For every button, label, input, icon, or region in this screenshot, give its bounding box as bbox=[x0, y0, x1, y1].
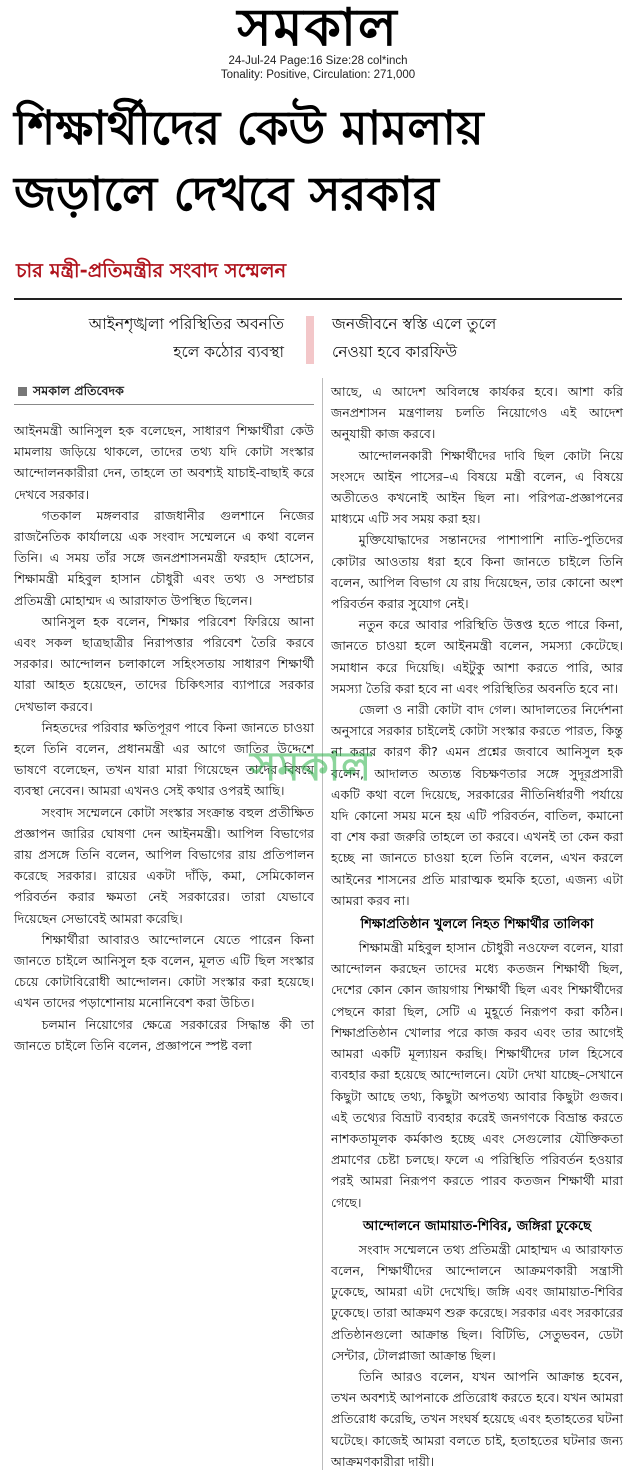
column-divider bbox=[322, 378, 323, 1470]
headline-line2: জড়ালে দেখবে সরকার bbox=[14, 167, 439, 222]
pull-quote-right-line2: নেওয়া হবে কারফিউ bbox=[332, 343, 458, 361]
article-paragraph: আছে, এ আদেশ অবিলম্বে কার্যকর হবে। আশা করি জনপ্রশাসন মন্ত্রণালয় চলতি নিয়োগেও এই আদেশ অনুযায়ী কাজ করবে। bbox=[331, 384, 623, 442]
pull-quote-accent-bar bbox=[306, 316, 314, 364]
subheadline: চার মন্ত্রী-প্রতিমন্ত্রীর সংবাদ সম্মেলন bbox=[16, 259, 287, 282]
pull-quote-left bbox=[22, 310, 284, 366]
article-column-right bbox=[331, 381, 623, 1472]
byline-rule bbox=[14, 404, 314, 405]
article-paragraph: মুক্তিযোদ্ধাদের সন্তানদের পাশাপাশি নাতি-পুতিদের কোটার আওতায় ধরা হবে কিনা জানতে চাইলে তিনি বলেন, আপিল বিভাগ যে রায় দিয়েছেন, তার কোনো অংশ পরিবর্তন করার সুযোগ নেই। bbox=[331, 532, 623, 612]
article-paragraph: তিনি আরও বলেন, যখন আপনি আক্রান্ত হবেন, তখন অবশ্যই আপনাকে প্রতিরোধ করতে হবে। যখন আমরা প্রতিরোধ করেছি, তখন সংঘর্ষ হয়েছে এবং হতাহতের ঘটনা ঘটেছে। কাজেই আমরা বলতে চাই, হতাহতের ঘটনার জন্য আক্রমণকারীরা দায়ী। bbox=[331, 1368, 623, 1469]
headline bbox=[14, 96, 624, 228]
article-paragraph: আনিসুল হক বলেন, শিক্ষার পরিবেশ ফিরিয়ে আনা এবং সকল ছাত্রছাত্রীর নিরাপত্তার পরিবেশ তৈরি করবে সরকার। আন্দোলন চলাকালে সহিংসতায় সাধারণ শিক্ষার্থী যারা আহত হয়েছেন, তাদের চিকিৎসার ব্যাপারে সরকার দেখভাল করবে। bbox=[14, 613, 314, 714]
pull-quote-right bbox=[332, 310, 612, 366]
article-paragraph: আন্দোলনকারী শিক্ষার্থীদের দাবি ছিল কোটা নিয়ে সংসদে আইন পাসের–এ বিষয়ে মন্ত্রী বলেন, এ বিষয়ে অতীতেও কখনোই আইন ছিল না। পরিপত্র-প্রজ্ঞাপনের মাধ্যমে এটি সব সময় করা হয়। bbox=[331, 447, 623, 527]
clip-meta-line1: 24-Jul-24 Page:16 Size:28 col*inch bbox=[228, 55, 408, 67]
pull-quote-left-line2: হলে কঠোর ব্যবস্থা bbox=[173, 343, 284, 361]
watermark-logo: সমকাল bbox=[250, 744, 373, 790]
clip-meta-line2: Tonality: Positive, Circulation: 271,000 bbox=[220, 69, 416, 81]
newspaper-logo: সমকাল bbox=[237, 0, 399, 58]
article-paragraph: চলমান নিয়োগের ক্ষেত্রে সরকারের সিদ্ধান্ত কী তা জানতে চাইলে তিনি বলেন, প্রজ্ঞাপনে স্পষ্ট বলা bbox=[14, 1016, 314, 1053]
masthead bbox=[0, 0, 636, 82]
article-paragraph: জেলা ও নারী কোটা বাদ গেল। আদালতের নির্দেশনা অনুসারে সরকার চাইলেই কোটা সংস্কার করতে পারত, কিন্তু না করার কারণ কী? এমন প্রশ্নের জবাবে আনিসুল হক বলেন, আদালত অত্যন্ত বিচক্ষণতার সঙ্গে সুদূরপ্রসারী একটি কথা বলে দিয়েছে, সরকারের নীতিনির্ধারণী পর্যায়ে যদি কোনো সময় মনে হয় এটি পরিবর্তন, বাতিল, কমানো বা শেষ করা জরুরি তাহলে তা করবে। এখনই তা কেন করা হচ্ছে না জানতে চাওয়া হলে তিনি বলেন, এখন করলে আইনের শাসনের প্রতি মারাত্মক হুমকি হতো, এজন্য এটা আমরা করব না। bbox=[331, 702, 623, 908]
headline-line1: শিক্ষার্থীদের কেউ মামলায় bbox=[14, 101, 484, 156]
article-paragraph: শিক্ষার্থীরা আবারও আন্দোলনে যেতে পারেন কিনা জানতে চাইলে আনিসুল হক বলেন, মূলত এটি ছিল সংস্কার চেয়ে কোটাবিরোধী আন্দোলন। কোটা সংস্কার করা হয়েছে। এখন তাদের পড়াশোনায় মনোনিবেশ করা উচিত। bbox=[14, 931, 314, 1011]
pull-quote-left-line1: আইনশৃঙ্খলা পরিস্থিতির অবনতি bbox=[88, 315, 284, 333]
headline-rule bbox=[14, 298, 622, 300]
section-heading: আন্দোলনে জামায়াত-শিবির, জঙ্গিরা ঢুকেছে bbox=[363, 1218, 591, 1234]
section-heading: শিক্ষাপ্রতিষ্ঠান খুললে নিহত শিক্ষার্থীর তালিকা bbox=[360, 917, 594, 933]
article-paragraph: গতকাল মঙ্গলবার রাজধানীর গুলশানে নিজের রাজনৈতিক কার্যালয়ে এক সংবাদ সম্মেলনে এ কথা বলেন তিনি। এ সময় তাঁর সঙ্গে জনপ্রশাসনমন্ত্রী ফরহাদ হোসেন, শিক্ষামন্ত্রী মহিবুল হাসান চৌধুরী এবং তথ্য ও সম্প্রচার প্রতিমন্ত্রী মোহাম্মদ এ আরাফাত উপস্থিত ছিলেন। bbox=[14, 507, 314, 608]
article-paragraph: নিহতদের পরিবার ক্ষতিপূরণ পাবে কিনা জানতে চাওয়া হলে তিনি বলেন, প্রধানমন্ত্রী এর আগে জাতির উদ্দেশে ভাষণে বলেছেন, তখন যারা মারা গিয়েছেন তাদের বিষয়ে ব্যবস্থা নেবেন। আমরা এখনও সেই কথার ওপরই আছি। bbox=[14, 719, 314, 799]
article-paragraph: সংবাদ সম্মেলনে তথ্য প্রতিমন্ত্রী মোহাম্মদ এ আরাফাত বলেন, শিক্ষার্থীদের আন্দোলনে আক্রমণকারী সন্ত্রাসী ঢুকেছে, আমরা এটা দেখেছি। জঙ্গি এবং জামায়াত-শিবির ঢুকেছে। তারা আক্রমণ শুরু করেছে। সরকার এবং সরকারের প্রতিষ্ঠানগুলো আক্রান্ত ছিল। বিটিভি, সেতুভবন, ডেটা সেন্টার, টোলপ্লাজা আক্রান্ত ছিল। bbox=[331, 1241, 623, 1363]
byline-text: সমকাল প্রতিবেদক bbox=[33, 383, 124, 398]
byline bbox=[18, 383, 124, 403]
article-paragraph: নতুন করে আবার পরিস্থিতি উত্তপ্ত হতে পারে কিনা, জানতে চাওয়া হলে আইনমন্ত্রী বলেন, সমস্যা কেটেছে। সমাধান করে দিয়েছি। এইটুকু আশা করতে পারি, আর সমস্যা তৈরি করা হবে না এবং পরিস্থিতির অবনতি হবে না। bbox=[331, 617, 623, 696]
article-paragraph: সংবাদ সম্মেলনে কোটা সংস্কার সংক্রান্ত বহুল প্রতীক্ষিত প্রজ্ঞাপন জারির ঘোষণা দেন আইনমন্ত্রী। আপিল বিভাগের রায় প্রসঙ্গে তিনি বলেন, আপিল বিভাগের রায় প্রতিপালন করেছে সরকার। রায়ের একটা দাঁড়ি, কমা, সেমিকোলন পরিবর্তন করার ক্ষমতা নেই সরকারের। তারা যেভাবে দিয়েছেন সেভাবেই আমরা করেছি। bbox=[14, 804, 314, 926]
pull-quote-right-line1: জনজীবনে স্বস্তি এলে তুলে bbox=[332, 315, 497, 333]
article-paragraph: শিক্ষামন্ত্রী মহিবুল হাসান চৌধুরী নওফেল বলেন, যারা আন্দোলন করছেন তাদের মধ্যে কতজন শিক্ষার্থী ছিল, দেশের কোন কোন জায়গায় শিক্ষার্থী ছিল এবং শিক্ষার্থীদের পেছনে কারা ছিল, সেটি এ মুহূর্তে নিরূপণ করা কঠিন। শিক্ষাপ্রতিষ্ঠান খোলার পরে কাজ করব এবং তার আগেই আমরা একটি মূল্যায়ন করছি। শিক্ষার্থীদের ঢাল হিসেবে ব্যবহার করা হয়েছে আন্দোলনে। যেটা দেখা যাচ্ছে–সেখানে কিছুটা আছে তথ্য, কিছুটা অপতথ্য আবার কিছুটা গুজব। এই তথ্যের বিভ্রাট ব্যবহার করেই জনগণকে বিভ্রান্ত করতে নাশকতামূলক কর্মকাণ্ড হচ্ছে এবং সেগুলোর যৌক্তিকতা প্রমাণের চেষ্টা চলছে। ফলে এ পরিস্থিতি পরিবর্তন হওয়ার পরই আমরা নিরূপণ করতে পারব কতজন শিক্ষার্থী মারা গেছে। bbox=[331, 940, 623, 1210]
byline-square-icon bbox=[18, 387, 27, 396]
article-paragraph: আইনমন্ত্রী আনিসুল হক বলেছেন, সাধারণ শিক্ষার্থীরা কেউ মামলায় জড়িয়ে থাকলে, তাদের তথ্য যদি কোটা সংস্কার আন্দোলনকারীরা দেন, তাহলে তা অবশ্যই যাচাই-বাছাই করে দেখবে সরকার। bbox=[14, 423, 314, 502]
